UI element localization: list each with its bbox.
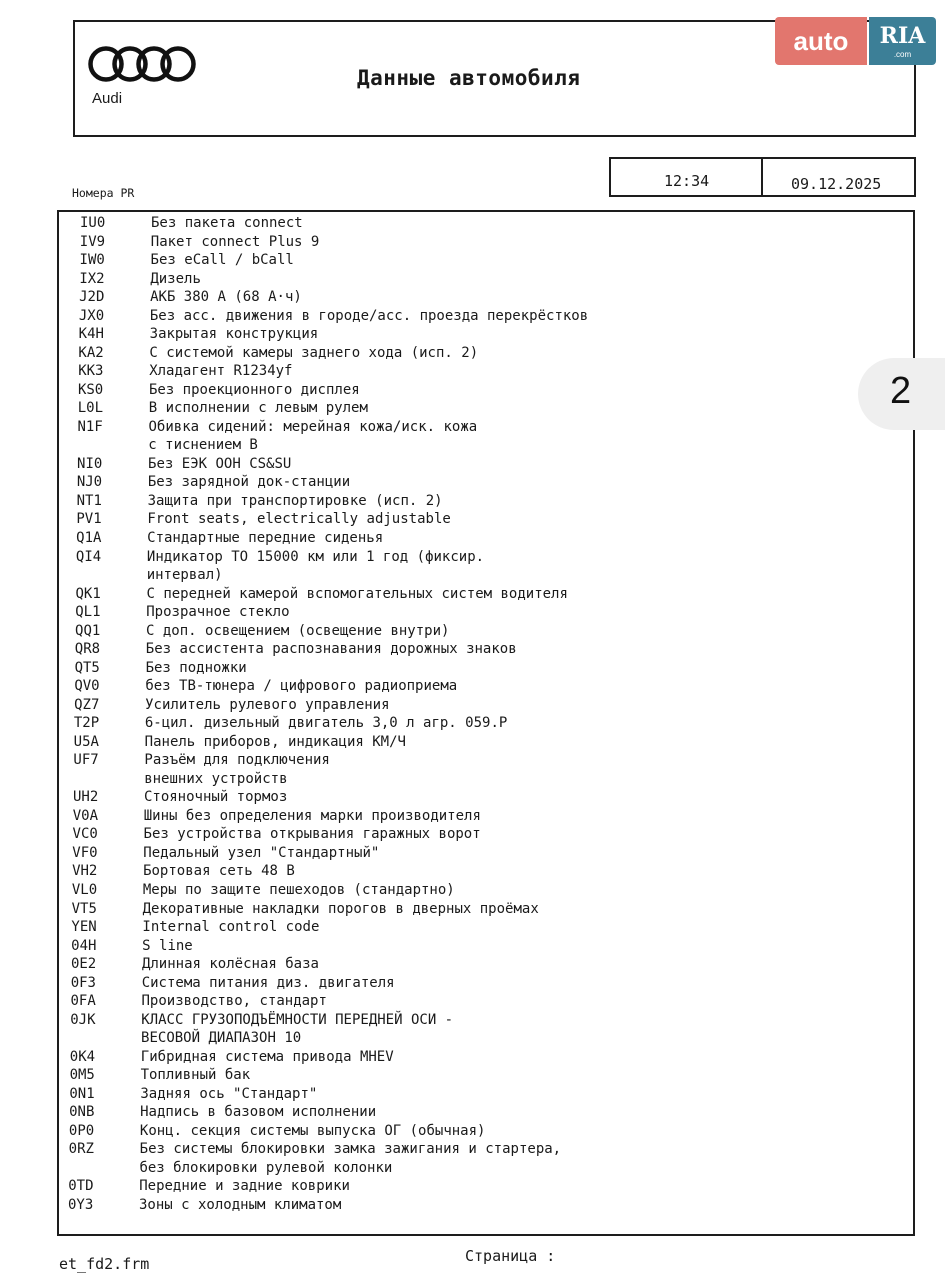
footer-filename: et_fd2.frm (59, 1255, 150, 1273)
pr-code: NT1 (76, 492, 102, 509)
pr-code: 0P0 (68, 1122, 95, 1139)
pr-code: 0K4 (69, 1048, 96, 1065)
watermark-auto: auto (775, 17, 867, 65)
pr-description: Без ассистента распознавания дорожных знаков (145, 641, 517, 658)
pr-description: Гибридная система привода MHEV (140, 1048, 394, 1065)
print-date: 09.12.2025 (791, 175, 882, 193)
pr-code: QK1 (75, 585, 101, 602)
pr-code: K4H (78, 326, 104, 343)
pr-description-continued: с тиснением В (148, 437, 258, 454)
pr-description: Стояночный тормоз (143, 789, 288, 806)
pr-code: 0FA (70, 993, 96, 1010)
pr-code: IV9 (79, 233, 106, 250)
pr-code: 04H (71, 937, 97, 954)
pr-code: QQ1 (75, 622, 101, 639)
pr-code: 0F3 (70, 974, 96, 991)
pr-description: Без асс. движения в городе/асс. проезда перекрёстков (149, 307, 589, 324)
pr-description: Индикатор ТО 15000 км или 1 год (фиксир. (146, 548, 485, 565)
pr-code: U5A (73, 733, 99, 750)
pr-code: JX0 (78, 307, 105, 324)
pr-code: 0E2 (70, 956, 97, 973)
pr-description: Усилитель рулевого управления (145, 696, 390, 713)
footer-page-label: Страница : (465, 1247, 556, 1265)
pr-code: 0M5 (69, 1067, 95, 1084)
pr-code: NJ0 (76, 474, 103, 491)
pr-description: Дизель (150, 270, 201, 287)
pr-description: Производство, стандарт (141, 993, 327, 1010)
pr-description: Без системы блокировки замка зажигания и стартера, (139, 1141, 562, 1158)
pr-description: Панель приборов, индикация КМ/Ч (144, 733, 406, 750)
pr-description: Надпись в базовом исполнении (140, 1104, 377, 1121)
section-label: Номера PR (72, 186, 135, 200)
pr-description: Хладагент R1234yf (149, 363, 293, 380)
pr-description: Без подножки (145, 659, 247, 676)
watermark-ria: RIA (869, 17, 936, 65)
pr-description: С доп. освещением (освещение внутри) (146, 622, 450, 639)
pr-description: Защита при транспортировке (исп. 2) (147, 492, 443, 509)
pr-description: Стандартные передние сиденья (147, 529, 384, 546)
pr-description: Бортовая сеть 48 В (143, 863, 295, 880)
pr-description: Топливный бак (140, 1067, 251, 1084)
pr-code: T2P (73, 715, 100, 732)
pr-code: 0RZ (68, 1141, 94, 1158)
pr-description: Длинная колёсная база (141, 956, 319, 973)
pr-code: VL0 (71, 882, 98, 899)
pr-code: QL1 (75, 604, 101, 621)
pr-description: без ТВ-тюнера / цифрового радиоприема (145, 678, 458, 695)
pr-description: Без ЕЭК ООН CS&SU (148, 455, 292, 472)
pr-code: VC0 (72, 826, 98, 843)
pr-description: Front seats, electrically adjustable (147, 511, 451, 528)
pr-description: Прозрачное стекло (146, 604, 290, 621)
pr-description: Декоративные накладки порогов в дверных проёмах (142, 900, 539, 917)
pr-code: QZ7 (74, 696, 100, 713)
pr-code: PV1 (76, 511, 102, 528)
pr-code: L0L (77, 400, 104, 417)
pr-code: QV0 (74, 678, 100, 695)
pr-code: VF0 (72, 844, 98, 861)
pr-description: Без устройства открывания гаражных ворот (143, 826, 481, 843)
pr-description-continued: без блокировки рулевой колонки (139, 1159, 393, 1176)
pr-code: V0A (72, 807, 99, 824)
pr-code: VT5 (71, 900, 97, 917)
pr-description: Шины без определения марки производителя (143, 807, 481, 824)
pr-description-continued: внешних устройств (144, 770, 288, 787)
pr-code: IU0 (80, 215, 106, 231)
watermark-domain: .com (893, 50, 912, 59)
pr-description: Передние и задние коврики (139, 1178, 350, 1195)
pr-description: Меры по защите пешеходов (стандартно) (142, 882, 455, 899)
pr-description: С системой камеры заднего хода (исп. 2) (149, 344, 479, 361)
page-number: 2 (890, 370, 912, 412)
pr-description: Пакет connect Plus 9 (150, 233, 320, 250)
pr-description: Система питания диз. двигателя (141, 974, 395, 991)
page-title: Данные автомобиля (357, 66, 581, 90)
pr-code: IX2 (79, 270, 105, 287)
pr-description: 6-цил. дизельный двигатель 3,0 л агр. 059.P (144, 715, 508, 732)
pr-description: В исполнении с левым рулем (148, 400, 368, 417)
brand-name: Audi (92, 90, 123, 107)
pr-code: KK3 (78, 363, 104, 380)
audi-rings-logo (88, 44, 196, 84)
pr-code: J2D (79, 289, 105, 306)
print-time: 12:34 (664, 172, 710, 190)
pr-code: 0NB (69, 1104, 95, 1121)
pr-code: QT5 (74, 659, 100, 676)
pr-code: 0Y3 (68, 1197, 94, 1213)
pr-code: QR8 (74, 641, 101, 658)
pr-description: S line (142, 937, 193, 954)
pr-code: Q1A (76, 529, 102, 546)
pr-description: Закрытая конструкция (149, 326, 319, 343)
pr-description: Конц. секция системы выпуска ОГ (обычная) (139, 1122, 486, 1139)
pr-description: Без зарядной док-станции (147, 474, 351, 491)
pr-description: Без eCall / bCall (150, 252, 294, 269)
pr-description: АКБ 380 А (68 А·ч) (150, 289, 302, 306)
pr-code: 0TD (68, 1178, 94, 1195)
pr-code: IW0 (79, 252, 105, 269)
pr-code: VH2 (72, 863, 98, 880)
pr-description: Без проекционного дисплея (148, 381, 360, 398)
pr-code: N1F (77, 418, 103, 435)
pr-code: 0N1 (69, 1085, 95, 1102)
pr-description: Зоны с холодным климатом (139, 1197, 342, 1213)
pr-code: YEN (71, 919, 97, 936)
pr-description-continued: ВЕСОВОЙ ДИАПАЗОН 10 (141, 1030, 302, 1047)
pr-description: Internal control code (142, 919, 320, 936)
pr-description: Педальный узел "Стандартный" (143, 844, 380, 861)
pr-code: KA2 (78, 344, 104, 361)
pr-code: KS0 (77, 381, 104, 398)
pr-code: NI0 (77, 455, 103, 472)
pr-description: Без пакета connect (151, 215, 303, 231)
pr-code: QI4 (75, 548, 102, 565)
pr-code: 0JK (70, 1011, 96, 1028)
pr-description: Обивка сидений: мерейная кожа/иск. кожа (148, 418, 478, 435)
pr-description: КЛАСС ГРУЗОПОДЪЁМНОСТИ ПЕРЕДНЕЙ ОСИ - (141, 1011, 454, 1028)
pr-code: UH2 (72, 789, 99, 806)
pr-description: Разъём для подключения (144, 752, 330, 769)
pr-code: UF7 (73, 752, 99, 769)
pr-description: С передней камерой вспомогательных систем водителя (146, 585, 568, 602)
pr-description-continued: интервал) (146, 567, 223, 584)
timestamp-divider (761, 157, 763, 197)
pr-description: Задняя ось "Стандарт" (140, 1085, 318, 1102)
